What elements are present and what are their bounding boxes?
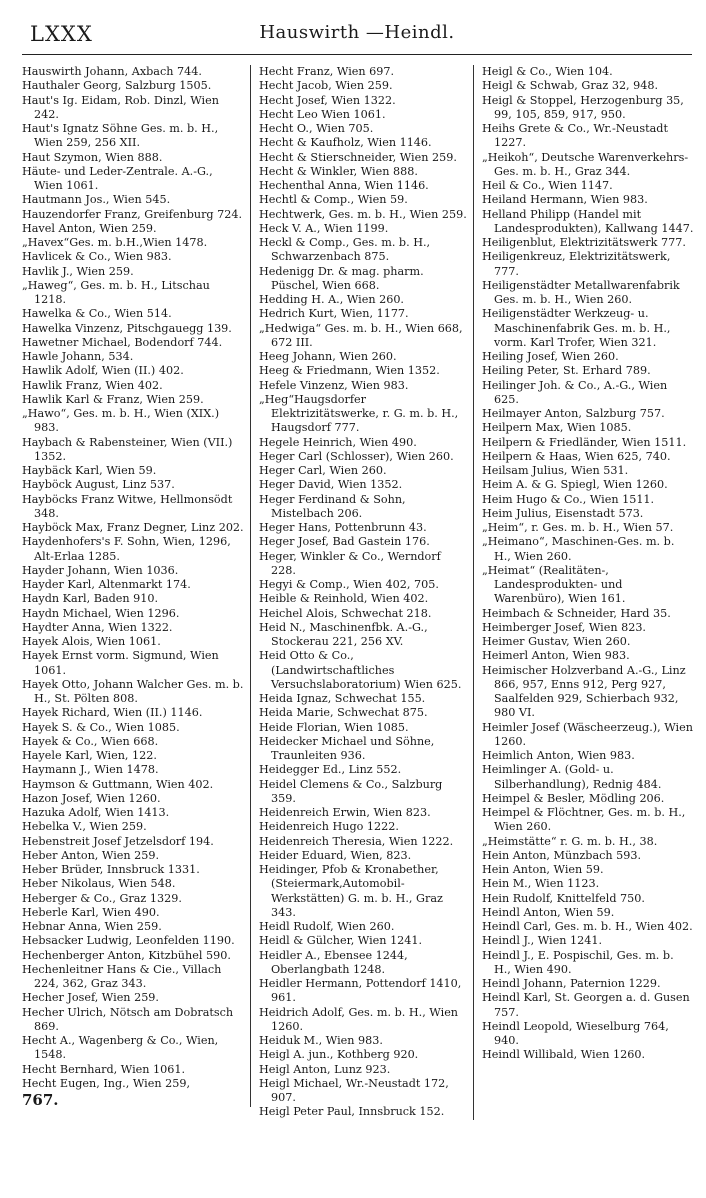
directory-entry: Hechenberger Anton, Kitzbühel 590.	[22, 948, 231, 962]
directory-entry: Heidel Clemens & Co., Salzburg 359.	[259, 777, 443, 805]
directory-entry: Heberger & Co., Graz 1329.	[22, 891, 182, 905]
directory-entry: Heindl J., Wien 1241.	[482, 934, 603, 948]
directory-entry: Heber Brüder, Innsbruck 1331.	[22, 863, 200, 876]
directory-entry: Hedrich Kurt, Wien, 1177.	[259, 307, 409, 321]
directory-entry: Hawle Johann, 534.	[22, 350, 134, 363]
directory-entry: Heider Eduard, Wien, 823.	[259, 848, 412, 862]
directory-entry: Hebsacker Ludwig, Leonfelden 1190.	[22, 934, 235, 948]
directory-entry: Heigl Michael, Wr.-Neustadt 172, 907.	[259, 1076, 449, 1104]
directory-entry: Heck V. A., Wien 1199.	[259, 221, 389, 235]
directory-entry: Hauzendorfer Franz, Greifenburg 724.	[22, 207, 243, 221]
directory-entry: Heigl A. jun., Kothberg 920.	[259, 1048, 419, 1062]
directory-entry: Heindl Karl, St. Georgen a. d. Gusen 757.	[482, 991, 690, 1019]
directory-entry: Hawelka & Co., Wien 514.	[22, 307, 172, 321]
directory-entry: Heible & Reinhold, Wien 402.	[259, 592, 429, 606]
directory-entry: Hayek & Co., Wien 668.	[22, 734, 159, 748]
directory-entry: Hawlik Adolf, Wien (II.) 402.	[22, 364, 184, 378]
directory-entry: Hecht Franz, Wien 697.	[259, 65, 395, 78]
directory-entry: Hecht Jacob, Wien 259.	[259, 79, 393, 93]
page-header	[22, 14, 692, 55]
column-middle	[251, 65, 474, 1120]
directory-entry: Heimer Gustav, Wien 260.	[482, 635, 631, 648]
directory-entry: Hein M., Wien 1123.	[482, 877, 600, 891]
directory-entry: Haymann J., Wien 1478.	[22, 763, 159, 777]
directory-entry: Haydn Michael, Wien 1296.	[22, 606, 180, 620]
directory-entry: Heiligenstädter Metallwarenfabrik Ges. m. b. H., Wien 260.	[482, 278, 680, 306]
directory-entry: Heiduk M., Wien 983.	[259, 1034, 383, 1047]
directory-entry: Heidegger Ed., Linz 552.	[259, 763, 402, 777]
directory-entry: „Hawo“, Ges. m. b. H., Wien (XIX.) 983.	[22, 407, 220, 435]
directory-entry: Hayböck August, Linz 537.	[22, 478, 175, 492]
directory-entry: Heigl & Schwab, Graz 32, 948.	[482, 79, 659, 93]
directory-entry: Heihs Grete & Co., Wr.-Neustadt 1227.	[482, 122, 668, 150]
directory-entry: Hawetner Michael, Bodendorf 744.	[22, 335, 223, 349]
directory-entry: Hayek S. & Co., Wien 1085.	[22, 720, 180, 734]
directory-entry: Hedding H. A., Wien 260.	[259, 293, 404, 306]
directory-entry: Hein Anton, Wien 59.	[482, 863, 604, 876]
directory-entry: Haymson & Guttmann, Wien 402.	[22, 777, 214, 791]
directory-entry: Heilinger Joh. & Co., A.-G., Wien 625.	[482, 378, 668, 406]
directory-entry: Heida Ignaz, Schwechat 155.	[259, 692, 426, 705]
directory-entry: Heimerl Anton, Wien 983.	[482, 649, 630, 663]
directory-entry: Hechenleitner Hans & Cie., Villach 224, 362, Graz 343.	[22, 962, 222, 990]
directory-entry: Heindl J., E. Pospischil, Ges. m. b. H., Wien 490.	[482, 948, 674, 976]
column-right	[474, 65, 694, 1063]
directory-entry: Hein Rudolf, Knittelfeld 750.	[482, 891, 645, 905]
directory-entry: Heiling Josef, Wien 260.	[482, 350, 619, 363]
directory-entry: Hayböck Max, Franz Degner, Linz 202.	[22, 521, 244, 534]
directory-entry: Heimbach & Schneider, Hard 35.	[482, 606, 671, 620]
directory-entry: Heger Carl (Schlosser), Wien 260.	[259, 449, 454, 463]
directory-entry: Hazon Josef, Wien 1260.	[22, 791, 161, 805]
directory-entry: Heidler A., Ebensee 1244, Oberlangbath 1248.	[259, 948, 408, 976]
directory-entry: Heichel Alois, Schwechat 218.	[259, 606, 432, 620]
directory-entry: Heger, Winkler & Co., Werndorf 228.	[259, 549, 441, 577]
directory-entry: Heigl & Stoppel, Herzogenburg 35, 99, 105, 859, 917, 950.	[482, 93, 684, 121]
directory-entry: Hazuka Adolf, Wien 1413.	[22, 806, 170, 819]
directory-entry: Heiligenkreuz, Elektrizitätswerk, 777.	[482, 250, 671, 278]
directory-entry: Heeg & Friedmann, Wien 1352.	[259, 364, 440, 378]
directory-entry: Heindl Anton, Wien 59.	[482, 905, 615, 919]
directory-entry: Haydter Anna, Wien 1322.	[22, 620, 173, 634]
directory-entry: Heger Josef, Bad Gastein 176.	[259, 535, 430, 549]
directory-entry: „Heimano“, Maschinen-Ges. m. b. H., Wien 260.	[482, 535, 675, 563]
directory-entry: Hechtl & Comp., Wien 59.	[259, 193, 408, 207]
directory-entry: Heber Nikolaus, Wien 548.	[22, 877, 176, 891]
directory-entry: Hawelka Vinzenz, Pitschgauegg 139.	[22, 321, 232, 335]
directory-entry: „Hedwiga“ Ges. m. b. H., Wien 668, 672 III.	[259, 321, 463, 349]
directory-entry: Hautmann Jos., Wien 545.	[22, 193, 171, 207]
directory-entry: Heger Carl, Wien 260.	[259, 464, 387, 477]
directory-entry: „Heimstätte“ r. G. m. b. H., 38.	[482, 834, 658, 848]
directory-entry: „Havex“Ges. m. b.H.,Wien 1478.	[22, 236, 208, 249]
directory-entry: Hauswirth Johann, Axbach 744.	[22, 65, 202, 78]
directory-entry: Heindl Johann, Paternion 1229.	[482, 977, 661, 990]
directory-entry: Heiligenstädter Werkzeug- u. Maschinenfabrik Ges. m. b. H., vorm. Karl Trofer, Wien 321.	[482, 307, 671, 349]
directory-entry: Heber Anton, Wien 259.	[22, 848, 160, 862]
directory-entry: Heimlich Anton, Wien 983.	[482, 749, 635, 762]
directory-entry: Hebnar Anna, Wien 259.	[22, 920, 162, 933]
directory-entry: Hecher Ulrich, Nötsch am Dobratsch 869.	[22, 1005, 234, 1033]
directory-entry: Hebelka V., Wien 259.	[22, 820, 147, 834]
directory-entry: Hein Anton, Münzbach 593.	[482, 848, 642, 862]
directory-entry: Heid Otto & Co., (Landwirtschaftliches Versuchslaboratorium) Wien 625.	[259, 649, 462, 691]
directory-entry: Heim Julius, Eisenstadt 573.	[482, 506, 644, 520]
directory-entry: Heindl Willibald, Wien 1260.	[482, 1048, 646, 1062]
page-title: Hauswirth —Heindl.	[259, 22, 455, 43]
directory-entry: Hecht Josef, Wien 1322.	[259, 93, 396, 107]
directory-entry: Heimberger Josef, Wien 823.	[482, 620, 646, 634]
directory-entry: Hecht Bernhard, Wien 1061.	[22, 1062, 186, 1076]
directory-entry: Heigl Anton, Lunz 923.	[259, 1062, 391, 1076]
directory-entry: Heidl & Gülcher, Wien 1241.	[259, 934, 423, 948]
directory-columns	[22, 65, 692, 1120]
directory-entry: Hawlik Karl & Franz, Wien 259.	[22, 392, 204, 406]
directory-entry: Heimischer Holzverband A.-G., Linz 866, 957, Enns 912, Perg 927, Saalfelden 929, Schierbach 932, 980 VI.	[482, 663, 686, 720]
directory-entry: Heberle Karl, Wien 490.	[22, 905, 160, 919]
directory-entry: Heiling Peter, St. Erhard 789.	[482, 364, 651, 378]
directory-entry: Hefele Vinzenz, Wien 983.	[259, 378, 409, 392]
directory-entry: Haybäck Karl, Wien 59.	[22, 464, 157, 477]
directory-entry: Heidl Rudolf, Wien 260.	[259, 920, 395, 933]
directory-entry: Hauthaler Georg, Salzburg 1505.	[22, 79, 212, 93]
directory-entry: Hecht O., Wien 705.	[259, 122, 374, 135]
directory-entry: Haydn Karl, Baden 910.	[22, 592, 159, 606]
directory-entry: „Heim“, r. Ges. m. b. H., Wien 57.	[482, 521, 674, 534]
directory-entry: Heidecker Michael und Söhne, Traunleiten 936.	[259, 734, 435, 762]
directory-entry: Heilpern Max, Wien 1085.	[482, 421, 632, 435]
directory-entry: Haut's Ig. Eidam, Rob. Dinzl, Wien 242.	[22, 93, 219, 121]
directory-entry: Heimlinger A. (Gold- u. Silberhandlung), Rednig 484.	[482, 763, 662, 791]
directory-entry: Hawlik Franz, Wien 402.	[22, 378, 163, 392]
directory-entry: Hayder Karl, Altenmarkt 174.	[22, 578, 191, 591]
directory-entry: „Heikoh“, Deutsche Warenverkehrs-Ges. m. b. H., Graz 344.	[482, 150, 689, 178]
directory-entry: Hecht & Kaufholz, Wien 1146.	[259, 136, 432, 150]
directory-entry: Heimpel & Flöchtner, Ges. m. b. H., Wien 260.	[482, 806, 686, 834]
directory-entry: Heilsam Julius, Wien 531.	[482, 464, 629, 477]
directory-entry: Heindl Leopold, Wieselburg 764, 940.	[482, 1019, 669, 1047]
directory-entry: Hechenthal Anna, Wien 1146.	[259, 179, 429, 192]
directory-entry: Havlicek & Co., Wien 983.	[22, 250, 172, 264]
directory-entry: Heindl Carl, Ges. m. b. H., Wien 402.	[482, 920, 693, 933]
directory-entry: „Heg“Haugsdorfer Elektrizitätswerke, r. G. m. b. H., Haugsdorf 777.	[259, 392, 459, 435]
directory-entry: Heger Ferdinand & Sohn, Mistelbach 206.	[259, 492, 406, 520]
directory-entry: Hayek Alois, Wien 1061.	[22, 635, 161, 648]
directory-entry: Haut's Ignatz Söhne Ges. m. b. H., Wien 259, 256 XII.	[22, 122, 219, 150]
directory-entry: Hayek Ernst vorm. Sigmund, Wien 1061.	[22, 649, 219, 677]
directory-entry: „Haweg“, Ges. m. b. H., Litschau 1218.	[22, 278, 210, 306]
column-left	[22, 65, 251, 1107]
directory-entry: Heida Marie, Schwechat 875.	[259, 706, 428, 720]
directory-entry: Heilpern & Friedländer, Wien 1511.	[482, 435, 687, 449]
directory-entry: Hayele Karl, Wien, 122.	[22, 749, 157, 762]
directory-entry: Hedenigg Dr. & mag. pharm. Püschel, Wien 668.	[259, 264, 424, 292]
directory-entry: Heger David, Wien 1352.	[259, 478, 403, 492]
directory-entry: Hebenstreit Josef Jetzelsdorf 194.	[22, 834, 214, 848]
directory-entry: Heilpern & Haas, Wien 625, 740.	[482, 449, 671, 463]
column-footer-number: 767.	[22, 1091, 59, 1109]
directory-entry: Hayek Richard, Wien (II.) 1146.	[22, 706, 203, 720]
directory-entry: Heimler Josef (Wäscheerzeug.), Wien 1260.	[482, 720, 693, 748]
directory-entry: Hecht Eugen, Ing., Wien 259,	[22, 1076, 190, 1090]
directory-entry: Heim A. & G. Spiegl, Wien 1260.	[482, 478, 668, 492]
directory-entry: Havel Anton, Wien 259.	[22, 221, 157, 235]
directory-entry: Hayek Otto, Johann Walcher Ges. m. b. H., St. Pölten 808.	[22, 677, 244, 705]
directory-entry: Häute- und Leder-Zentrale. A.-G., Wien 1061.	[22, 164, 213, 192]
directory-entry: Havlik J., Wien 259.	[22, 264, 134, 278]
directory-entry: Hecht & Stierschneider, Wien 259.	[259, 150, 457, 164]
directory-entry: Heilmayer Anton, Salzburg 757.	[482, 407, 665, 420]
directory-entry: „Heimat“ (Realitäten-, Landesprodukten- und Warenbüro), Wien 161.	[482, 563, 626, 606]
directory-entry: Hecht Leo Wien 1061.	[259, 107, 386, 121]
directory-entry: Haut Szymon, Wien 888.	[22, 150, 163, 164]
directory-entry: Heim Hugo & Co., Wien 1511.	[482, 492, 655, 506]
directory-entry: Hecht A., Wagenberg & Co., Wien, 1548.	[22, 1034, 219, 1062]
directory-entry: Heidenreich Erwin, Wien 823.	[259, 806, 431, 819]
directory-entry: Heigl & Co., Wien 104.	[482, 65, 613, 78]
directory-entry: Heid N., Maschinenfbk. A.-G., Stockerau 221, 256 XV.	[259, 620, 428, 648]
directory-entry: Heidenreich Hugo 1222.	[259, 820, 399, 834]
directory-entry: Heiligenblut, Elektrizitätswerk 777.	[482, 236, 686, 249]
directory-entry: Hecht & Winkler, Wien 888.	[259, 164, 418, 178]
directory-entry: Heidler Hermann, Pottendorf 1410, 961.	[259, 977, 462, 1005]
directory-entry: Heimpel & Besler, Mödling 206.	[482, 791, 665, 805]
directory-entry: Hechtwerk, Ges. m. b. H., Wien 259.	[259, 207, 467, 221]
directory-entry: Helland Philipp (Handel mit Landesprodukten), Kallwang 1447.	[482, 207, 694, 235]
directory-entry: Heil & Co., Wien 1147.	[482, 179, 613, 192]
directory-entry: Hayböcks Franz Witwe, Hellmonsödt 348.	[22, 492, 233, 520]
directory-entry: Hecher Josef, Wien 259.	[22, 991, 159, 1005]
directory-entry: Heigl Peter Paul, Innsbruck 152.	[259, 1105, 445, 1119]
directory-entry: Haybach & Rabensteiner, Wien (VII.) 1352.	[22, 435, 233, 463]
directory-entry: Heger Hans, Pottenbrunn 43.	[259, 521, 427, 534]
directory-entry: Heidenreich Theresia, Wien 1222.	[259, 834, 454, 848]
directory-entry: Heidrich Adolf, Ges. m. b. H., Wien 1260.	[259, 1005, 459, 1033]
directory-entry: Heckl & Comp., Ges. m. b. H., Schwarzenbach 875.	[259, 236, 431, 264]
directory-entry: Hayder Johann, Wien 1036.	[22, 563, 179, 577]
directory-entry: Heeg Johann, Wien 260.	[259, 350, 397, 363]
directory-entry: Heide Florian, Wien 1085.	[259, 720, 409, 734]
directory-entry: Heidinger, Pfob & Kronabether, (Steiermark,Automobil-Werkstätten) G. m. b. H., Graz 343.	[259, 863, 443, 919]
directory-entry: Hegele Heinrich, Wien 490.	[259, 435, 417, 449]
directory-entry: Heiland Hermann, Wien 983.	[482, 193, 648, 207]
directory-entry: Haydenhofers's F. Sohn, Wien, 1296, Alt-Erlaa 1285.	[22, 535, 231, 563]
page-number: LXXX	[30, 22, 93, 46]
directory-entry: Hegyi & Comp., Wien 402, 705.	[259, 578, 439, 591]
